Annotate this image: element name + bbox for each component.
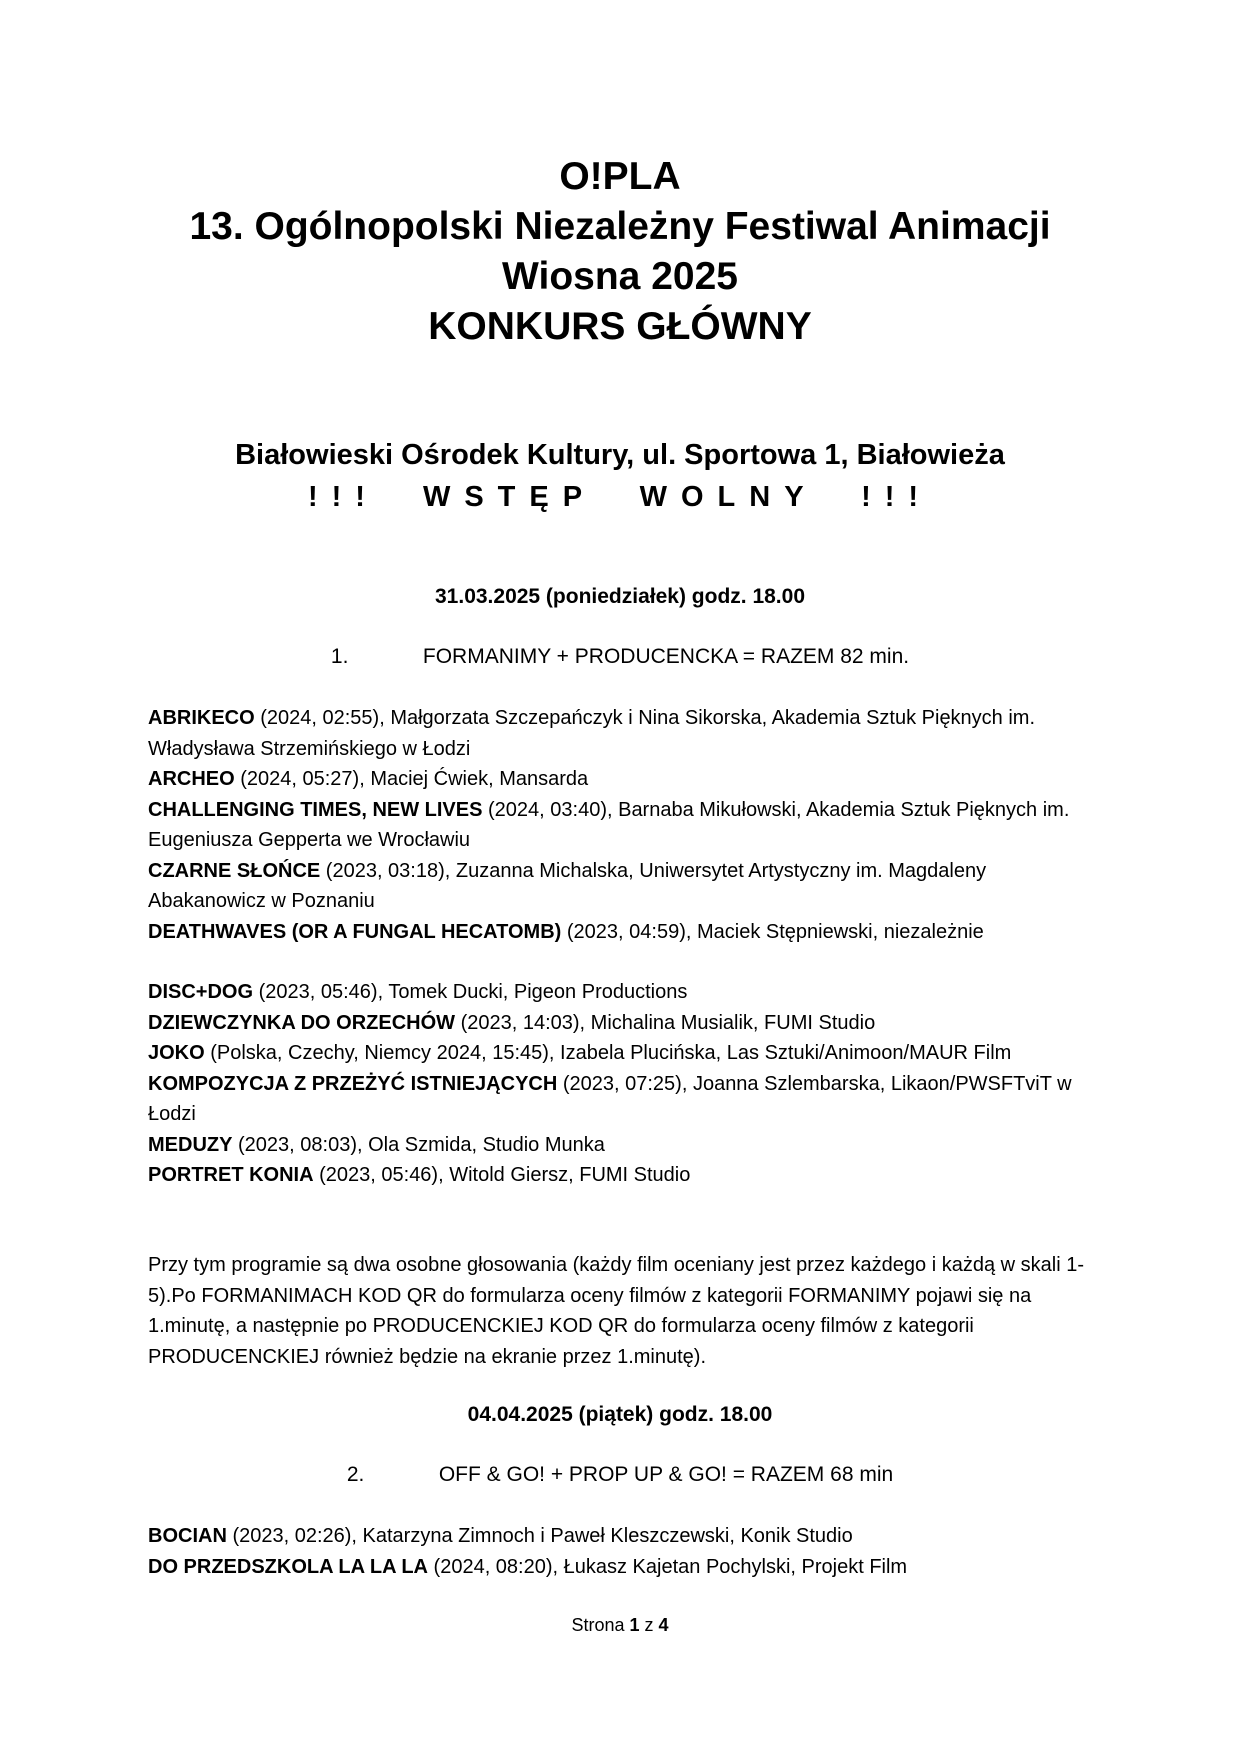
list-item [148, 1069, 1093, 1130]
list-item [148, 1552, 1093, 1583]
screening-date-1: 31.03.2025 (poniedziałek) godz. 18.00 [435, 585, 805, 608]
list-item [148, 1038, 1093, 1069]
film-details: (2023, 05:46), Witold Giersz, FUMI Studio [313, 1164, 691, 1186]
film-details: (2024, 02:55), Małgorzata Szczepańczyk i Nina Sikorska, Akademia Sztuk Pięknych im. Władysława Strzemińskiego w Łodzi [148, 707, 1036, 760]
total-pages-number: 4 [658, 1615, 669, 1635]
film-details: (2023, 05:46), Tomek Ducki, Pigeon Productions [253, 981, 688, 1003]
film-details: (2024, 05:27), Maciej Ćwiek, Mansarda [234, 768, 589, 790]
program-title: FORMANIMY + PRODUCENCKA = RAZEM 82 min. [422, 645, 910, 668]
film-list-2 [148, 1521, 1093, 1582]
list-item [148, 1160, 1093, 1191]
current-page-number: 1 [629, 1615, 640, 1635]
film-title: CHALLENGING TIMES, NEW LIVES [148, 798, 483, 821]
list-item [148, 795, 1093, 856]
free-entry-banner: !!! WSTĘP WOLNY !!! [307, 481, 933, 513]
competition-title: KONKURS GŁÓWNY [428, 305, 812, 348]
list-item [148, 764, 1093, 795]
film-details: (2024, 08:20), Łukasz Kajetan Pochylski, Projekt Film [427, 1555, 908, 1578]
program-heading-2 [0, 1460, 1240, 1490]
film-title: DZIEWCZYNKA DO ORZECHÓW [148, 1011, 456, 1034]
film-title: KOMPOZYCJA Z PRZEŻYĆ ISTNIEJĄCYCH [148, 1072, 558, 1095]
film-title: ABRIKECO [148, 707, 255, 729]
film-title: JOKO [148, 1042, 205, 1064]
list-item [148, 1521, 1093, 1552]
program-number: 1. [330, 645, 349, 668]
film-list-1 [148, 703, 1093, 1191]
festival-logo-title: O!PLA [559, 155, 681, 198]
film-details: (Polska, Czechy, Niemcy 2024, 15:45), Izabela Plucińska, Las Sztuki/Animoon/MAUR Film [204, 1042, 1012, 1064]
film-title: PORTRET KONIA [148, 1164, 314, 1186]
program-title: OFF & GO! + PROP UP & GO! = RAZEM 68 min [438, 1463, 894, 1486]
list-item [148, 977, 1093, 1008]
page-label: Strona [571, 1615, 630, 1635]
list-item [148, 856, 1093, 917]
venue-address: Białowieski Ośrodek Kultury, ul. Sportowa 1, Białowieża [235, 439, 1005, 471]
film-title: DISC+DOG [148, 981, 254, 1003]
list-item [148, 917, 1093, 948]
venue-block [0, 434, 1240, 518]
list-item [148, 1130, 1093, 1161]
film-details: (2023, 04:59), Maciek Stępniewski, niezależnie [561, 920, 984, 943]
film-details: (2023, 07:25), Joanna Szlembarska, Likaon/PWSFTviT w Łodzi [148, 1072, 1072, 1125]
program-heading-1 [0, 642, 1240, 672]
film-title: DO PRZEDSZKOLA LA LA LA [148, 1555, 428, 1578]
screening-date-2: 04.04.2025 (piątek) godz. 18.00 [467, 1403, 773, 1426]
list-item [148, 703, 1093, 764]
film-details: (2023, 14:03), Michalina Musialik, FUMI Studio [455, 1011, 876, 1034]
film-details: (2023, 02:26), Katarzyna Zimnoch i Paweł Kleszczewski, Konik Studio [226, 1525, 853, 1547]
film-title: CZARNE SŁOŃCE [148, 859, 321, 882]
list-spacer [148, 947, 1093, 977]
film-title: BOCIAN [148, 1525, 227, 1547]
voting-note: Przy tym programie są dwa osobne głosowania (każdy film oceniany jest przez każdego i każdą w skali 1-5).Po FORMANIMACH KOD QR do formularza oceny filmów z kategorii FORMANIMY pojawi się na 1.minutę, a następnie po PRODUCENCKIEJ KOD QR do formularza oceny filmów z kategorii PRODUCENCKIEJ również będzie na ekranie przez 1.minutę). [148, 1254, 1084, 1368]
list-item [148, 1008, 1093, 1039]
film-title: MEDUZY [148, 1133, 233, 1156]
film-details: (2023, 03:18), Zuzanna Michalska, Uniwersytet Artystyczny im. Magdaleny Abakanowicz w Poznaniu [148, 859, 987, 912]
festival-season: Wiosna 2025 [502, 255, 738, 298]
program-number: 2. [346, 1463, 365, 1486]
film-title: DEATHWAVES (OR A FUNGAL HECATOMB) [148, 920, 562, 943]
film-details: (2023, 08:03), Ola Szmida, Studio Munka [232, 1133, 605, 1156]
title-block [0, 152, 1240, 352]
film-title: ARCHEO [148, 768, 235, 790]
film-details: (2024, 03:40), Barnaba Mikułowski, Akademia Sztuk Pięknych im. Eugeniusza Gepperta we Wrocławiu [148, 798, 1070, 851]
festival-name: 13. Ogólnopolski Niezależny Festiwal Animacji [189, 205, 1051, 248]
page-footer [0, 1612, 1240, 1638]
page-of-label: z [639, 1615, 659, 1635]
